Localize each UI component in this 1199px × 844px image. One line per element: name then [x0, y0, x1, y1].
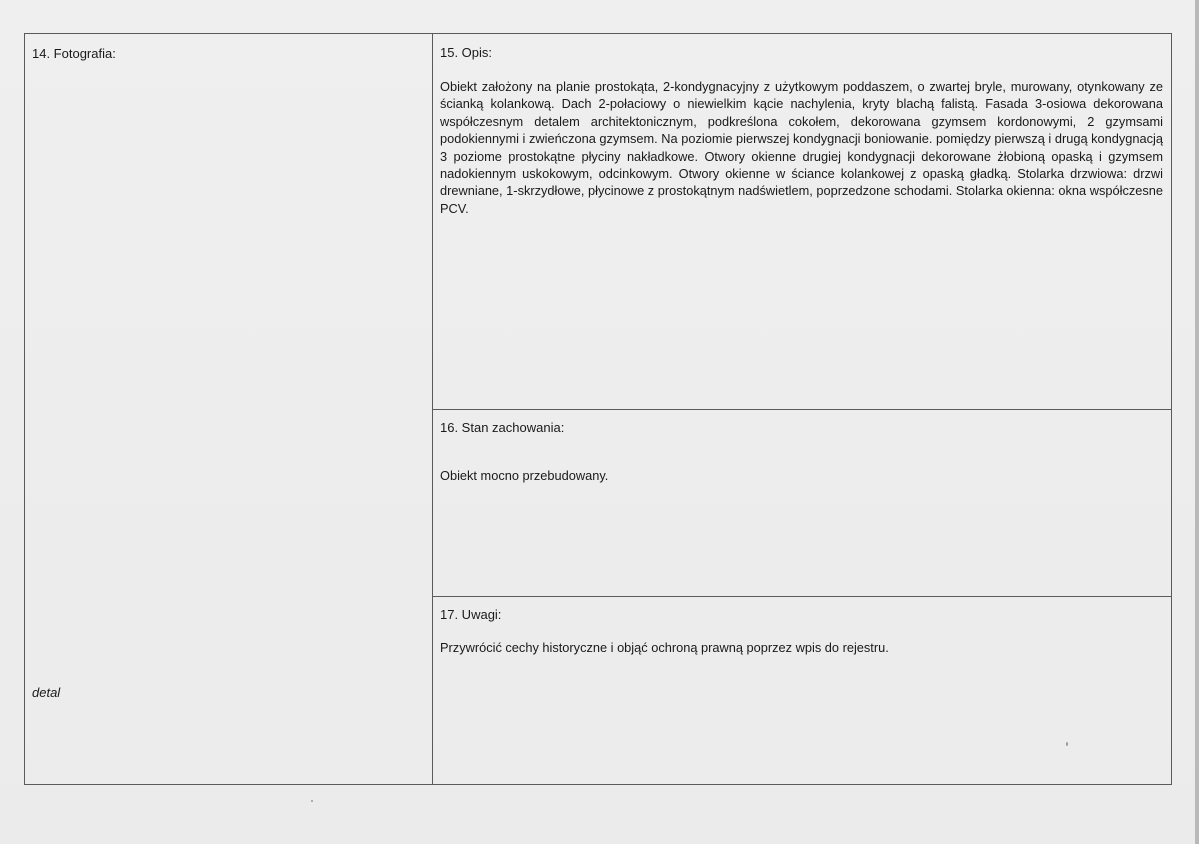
- remarks-text: Przywrócić cechy historyczne i objąć ochroną prawną poprzez wpis do rejestru.: [440, 640, 889, 655]
- description-heading: 15. Opis:: [440, 45, 493, 60]
- scan-speck: [311, 800, 313, 802]
- scan-speck: [1066, 742, 1068, 746]
- photo-caption: detal: [32, 685, 61, 700]
- photo-heading: 14. Fotografia:: [32, 46, 116, 61]
- description-text: Obiekt założony na planie prostokąta, 2-kondygnacyjny z użytkowym poddaszem, o zwartej bryle, murowany, otynkowany ze ścianką kolankową. Dach 2-połaciowy o niewielkim kącie nachylenia, kryty blachą falistą. Fasada 3-osiowa dekorowana współczesnym detalem architektonicznym, podkreślona cokołem, dekorowana gzymsem kordonowymi, 2 gzymsami podokiennymi i zwieńczona gzymsem. Na poziomie pierwszej kondygnacji boniowanie. pomiędzy pierwszą i drugą kondygnacją 3 poziome prostokątne płyciny nakładkowe. Otwory okienne drugiej kondygnacji dekorowane żłobioną opaską i gzymsem nadokiennym uskokowym, odcinkowym. Otwory okienne w ściance kolankowej z opaską gładką. Stolarka drzwiowa: drzwi drewniane, 1-skrzydłowe, płycinowe z prostokątnym nadświetlem, poprzedzone schodami. Stolarka okienna: okna współczesne PCV.: [440, 79, 1163, 216]
- condition-cell: [433, 410, 1171, 597]
- description-cell: [433, 34, 1171, 410]
- condition-heading: 16. Stan zachowania:: [440, 420, 565, 435]
- scan-edge: [1195, 0, 1199, 844]
- photo-cell: [25, 34, 433, 784]
- form-table: [24, 33, 1172, 785]
- condition-text: Obiekt mocno przebudowany.: [440, 468, 609, 483]
- remarks-heading: 17. Uwagi:: [440, 607, 502, 622]
- remarks-cell: [433, 597, 1171, 784]
